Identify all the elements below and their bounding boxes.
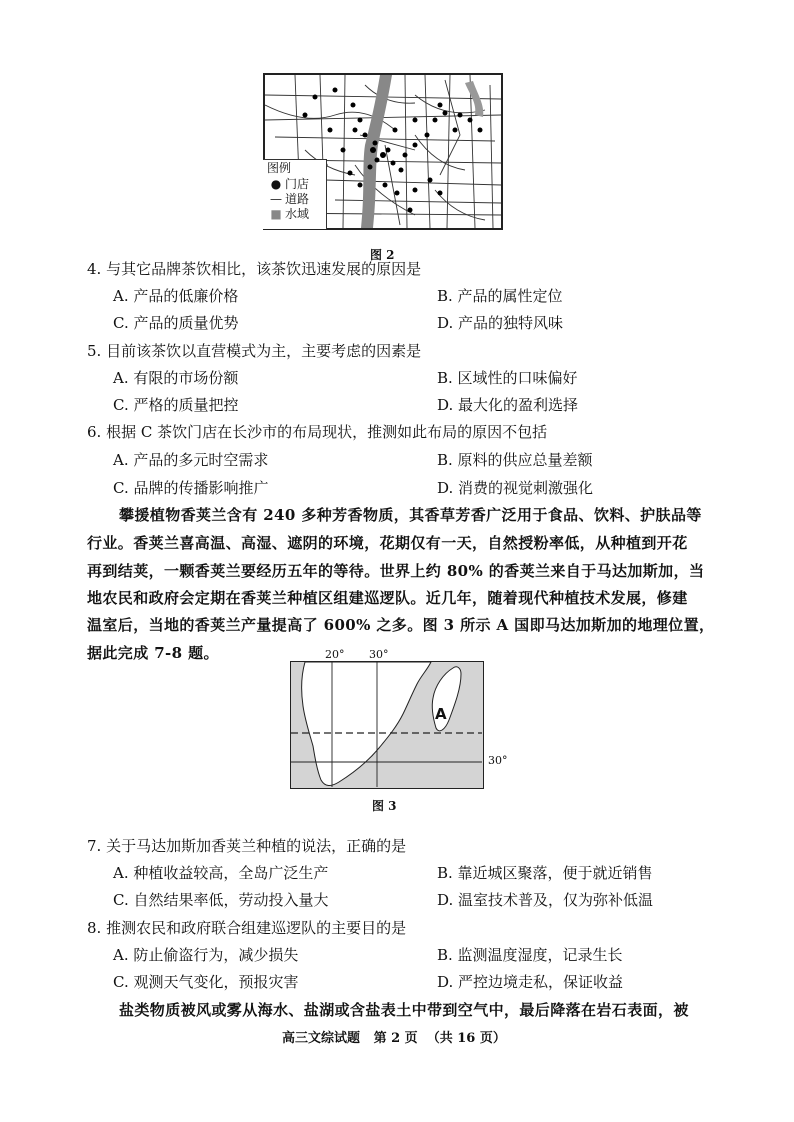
figure-3-lon-label-30: 30° xyxy=(369,648,389,661)
option-8b[interactable]: B. 监测温度湿度，记录生长 xyxy=(437,946,623,964)
passage-line-6: 据此完成 7-8 题。 xyxy=(87,644,219,662)
road-line-icon: — xyxy=(270,191,282,206)
option-5a[interactable]: A. 有限的市场份额 xyxy=(113,369,239,387)
map-legend xyxy=(263,159,327,229)
legend-title: 图例 xyxy=(267,161,292,175)
question-8-stem: 8. 推测农民和政府联合组建巡逻队的主要目的是 xyxy=(87,919,407,937)
passage-line-1: 攀援植物香荚兰含有 240 多种芳香物质，其香草芳香广泛用于食品、饮料、护肤品等 xyxy=(119,506,702,524)
option-5b[interactable]: B. 区域性的口味偏好 xyxy=(437,369,578,387)
option-7b[interactable]: B. 靠近城区聚落，便于就近销售 xyxy=(437,864,653,882)
passage-line-5: 温室后，当地的香荚兰产量提高了 600% 之多。图 3 所示 A 国即马达加斯加的地理位置， xyxy=(87,616,715,634)
trailing-passage-line: 盐类物质被风或雾从海水、盐湖或含盐表土中带到空气中，最后降落在岩石表面，被 xyxy=(119,1001,689,1019)
store-dot-icon: ● xyxy=(270,176,282,191)
africa-map-graphic xyxy=(291,662,482,787)
option-6a[interactable]: A. 产品的多元时空需求 xyxy=(113,451,269,469)
legend-item-store xyxy=(267,176,326,191)
option-5d[interactable]: D. 最大化的盈利选择 xyxy=(437,396,579,414)
legend-item-road xyxy=(267,191,326,206)
option-6c[interactable]: C. 品牌的传播影响推广 xyxy=(113,479,269,497)
option-7d[interactable]: D. 温室技术普及，仅为弥补低温 xyxy=(437,891,654,909)
figure-3-lon-label-20: 20° xyxy=(325,648,345,661)
option-8c[interactable]: C. 观测天气变化，预报灾害 xyxy=(113,973,299,991)
option-7a[interactable]: A. 种植收益较高，全岛广泛生产 xyxy=(113,864,329,882)
option-6d[interactable]: D. 消费的视觉刺激强化 xyxy=(437,479,594,497)
country-a-label: A xyxy=(435,705,447,723)
question-5-stem: 5. 目前该茶饮以直营模式为主，主要考虑的因素是 xyxy=(87,342,422,360)
figure-2-caption: 图 2 xyxy=(370,248,395,262)
legend-label: 门店 xyxy=(285,176,310,191)
passage-line-4: 地农民和政府会定期在香荚兰种植区组建巡逻队。近几年，随着现代种植技术发展，修建 xyxy=(87,589,688,607)
option-4d[interactable]: D. 产品的独特风味 xyxy=(437,314,564,332)
option-6b[interactable]: B. 原料的供应总量差额 xyxy=(437,451,593,469)
legend-label: 道路 xyxy=(285,191,310,206)
figure-3-caption: 图 3 xyxy=(372,799,397,813)
option-8a[interactable]: A. 防止偷盗行为，减少损失 xyxy=(113,946,299,964)
option-4c[interactable]: C. 产品的质量优势 xyxy=(113,314,239,332)
option-8d[interactable]: D. 严控边境走私，保证收益 xyxy=(437,973,624,991)
option-4b[interactable]: B. 产品的属性定位 xyxy=(437,287,563,305)
passage-line-3: 再到结荚，一颗香荚兰要经历五年的等待。世界上约 80% 的香荚兰来自于马达加斯加，当 xyxy=(87,562,705,580)
option-4a[interactable]: A. 产品的低廉价格 xyxy=(113,287,239,305)
figure-3-lat-label-30: 30° xyxy=(488,754,508,767)
figure-3-map xyxy=(290,661,484,789)
option-5c[interactable]: C. 严格的质量把控 xyxy=(113,396,239,414)
option-7c[interactable]: C. 自然结果率低，劳动投入量大 xyxy=(113,891,329,909)
question-7-stem: 7. 关于马达加斯加香荚兰种植的说法，正确的是 xyxy=(87,837,407,855)
legend-item-water xyxy=(267,206,326,221)
question-4-stem: 4. 与其它品牌茶饮相比，该茶饮迅速发展的原因是 xyxy=(87,260,422,278)
question-6-stem: 6. 根据 C 茶饮门店在长沙市的布局现状，推测如此布局的原因不包括 xyxy=(87,423,548,441)
legend-label: 水域 xyxy=(285,206,310,221)
passage-line-2: 行业。香荚兰喜高温、高湿、遮阴的环境，花期仅有一天，自然授粉率低，从种植到开花 xyxy=(87,534,688,552)
page-footer: 高三文综试题 第 2 页 （共 16 页） xyxy=(282,1031,506,1046)
water-area-icon: ■ xyxy=(270,206,282,221)
